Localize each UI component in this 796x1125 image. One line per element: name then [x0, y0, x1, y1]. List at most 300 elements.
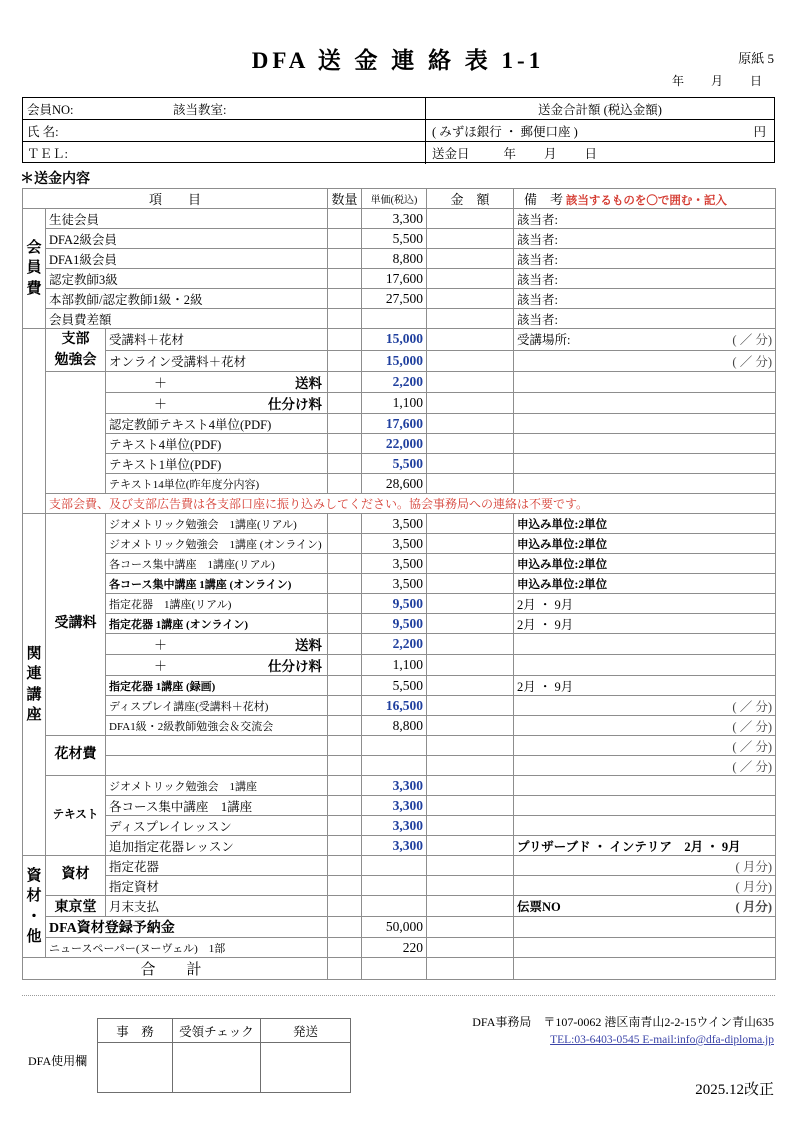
amount-cell[interactable]: [427, 289, 514, 309]
item-name: DFA1級会員: [46, 249, 328, 269]
unit-price-cell[interactable]: 3,300: [362, 796, 427, 816]
amount-cell[interactable]: [427, 350, 514, 372]
amount-cell[interactable]: [427, 554, 514, 574]
item-name-sorting: [106, 393, 328, 414]
remark-text: プリザーブド ・ インテリア 2月 ・ 9月: [517, 839, 741, 854]
table-row: [23, 896, 776, 917]
remark-cell[interactable]: [514, 309, 776, 329]
total-unit-price[interactable]: [362, 958, 427, 980]
qty-cell[interactable]: [328, 474, 362, 494]
item-name: 各コース集中講座 1講座(リアル): [106, 554, 328, 574]
item-name: ジオメトリック勉強会 1講座 (オンライン): [106, 534, 328, 554]
qty-cell[interactable]: [328, 836, 362, 856]
amount-cell[interactable]: [427, 634, 514, 655]
amount-cell[interactable]: [427, 329, 514, 351]
qty-cell[interactable]: [328, 594, 362, 614]
qty-cell[interactable]: [328, 350, 362, 372]
table-row: [23, 938, 776, 958]
dfa-use-header-row: [98, 1019, 351, 1043]
month-label: 月: [710, 74, 723, 88]
classroom-label: 該当教室:: [173, 102, 227, 117]
header-remarks-note: 該当するものを〇で囲む・記入: [563, 195, 727, 207]
table-row: [23, 736, 776, 756]
amount-cell[interactable]: [427, 269, 514, 289]
page-title: DFA 送 金 連 絡 表 1-1: [251, 48, 545, 73]
remark-slot: ( 月分): [735, 900, 772, 914]
remark-text: 該当者:: [517, 212, 558, 227]
unit-price-cell[interactable]: 3,500: [362, 514, 427, 534]
tel-cell[interactable]: [23, 142, 426, 164]
qty-cell[interactable]: [328, 393, 362, 414]
remark-text: 2月 ・ 9月: [517, 617, 574, 632]
unit-price-cell[interactable]: 8,800: [362, 716, 427, 736]
member-no-label: 会員NO:: [27, 102, 74, 117]
send-day-label: 日: [584, 147, 598, 161]
table-row: [23, 474, 776, 494]
category-materials: 資 材 ・ 他: [23, 856, 46, 958]
amount-cell[interactable]: [427, 716, 514, 736]
qty-cell[interactable]: [328, 816, 362, 836]
qty-cell[interactable]: [328, 414, 362, 434]
unit-price-cell[interactable]: [362, 876, 427, 896]
plus-sign: ＋: [154, 658, 168, 674]
subgroup-tokyodo: 東京堂: [46, 896, 106, 917]
item-name: 指定花器 1講座 (オンライン): [106, 614, 328, 634]
table-row: [23, 309, 776, 329]
amount-cell[interactable]: [427, 816, 514, 836]
qty-cell[interactable]: [328, 896, 362, 917]
amount-cell[interactable]: [427, 796, 514, 816]
paper-number: 原紙 5: [738, 51, 774, 66]
remark-text: 2月 ・ 9月: [517, 597, 574, 612]
day-label: 日: [749, 74, 762, 88]
amount-cell[interactable]: [427, 594, 514, 614]
year-label: 年: [671, 74, 684, 88]
plus-sign: ＋: [154, 375, 168, 391]
item-name: [106, 736, 328, 756]
category-related: 関 連 講 座: [23, 514, 46, 856]
unit-price-cell[interactable]: 1,100: [362, 655, 427, 676]
info-row-tel: [23, 142, 774, 164]
item-name-shipping: [106, 634, 328, 655]
unit-price-cell[interactable]: [362, 309, 427, 329]
remark-slot: ( 月分): [735, 859, 772, 874]
item-name: オンライン受講料＋花材: [106, 350, 328, 372]
item-name: ジオメトリック勉強会 1講座(リアル): [106, 514, 328, 534]
dotted-separator: [22, 995, 775, 996]
send-year-label: 年: [503, 147, 517, 161]
table-row: [23, 634, 776, 655]
remark-cell[interactable]: [514, 876, 776, 896]
item-name: 認定教師3級: [46, 269, 328, 289]
total-amount-cell: [426, 98, 774, 119]
item-name: ディスプレイレッスン: [106, 816, 328, 836]
table-row: [23, 676, 776, 696]
send-date-label: 送金日: [432, 147, 470, 161]
qty-cell[interactable]: [328, 876, 362, 896]
amount-cell[interactable]: [427, 896, 514, 917]
subgroup-material: 資材: [46, 856, 106, 896]
unit-price-cell[interactable]: 17,600: [362, 269, 427, 289]
remark-cell[interactable]: [514, 696, 776, 716]
amount-cell[interactable]: [427, 534, 514, 554]
unit-price-cell[interactable]: 3,300: [362, 209, 427, 229]
qty-cell[interactable]: [328, 614, 362, 634]
remark-cell[interactable]: [514, 655, 776, 676]
unit-price-cell[interactable]: 3,300: [362, 836, 427, 856]
unit-price-cell[interactable]: 9,500: [362, 614, 427, 634]
fee-label: 仕分け料: [268, 397, 322, 412]
remark-cell[interactable]: [514, 917, 776, 938]
header-remarks-label: 備 考: [524, 192, 564, 207]
office-address: DFA事務局 〒107-0062 港区南青山2-2-15ウイン青山635: [472, 1015, 774, 1029]
unit-price-cell[interactable]: 17,600: [362, 414, 427, 434]
remark-slot: ( ／ 分): [732, 759, 772, 774]
remark-cell[interactable]: [514, 756, 776, 776]
remark-cell[interactable]: [514, 614, 776, 634]
remark-slot: ( ／ 分): [732, 699, 772, 714]
remark-slot: ( ／ 分): [732, 739, 772, 754]
red-notice-row: [23, 494, 776, 514]
unit-price-cell[interactable]: 8,800: [362, 249, 427, 269]
table-row: [23, 414, 776, 434]
unit-price-cell[interactable]: 5,500: [362, 229, 427, 249]
item-name-sorting: [106, 655, 328, 676]
cell-shipping[interactable]: [261, 1043, 351, 1093]
qty-cell[interactable]: [328, 696, 362, 716]
fee-label: 送料: [295, 638, 322, 653]
item-name: ニュースペーパー(ヌーヴェル) 1部: [46, 938, 328, 958]
amount-cell[interactable]: [427, 229, 514, 249]
item-name: 月末支払: [106, 896, 328, 917]
remark-cell[interactable]: [514, 776, 776, 796]
header-remarks: [514, 189, 776, 209]
table-row: [23, 756, 776, 776]
table-row: [23, 393, 776, 414]
remark-cell[interactable]: [514, 938, 776, 958]
remark-slot: ( ／ 分): [732, 719, 772, 734]
unit-price-cell[interactable]: 3,300: [362, 776, 427, 796]
table-row: [23, 329, 776, 351]
section-label: ＊送金内容: [20, 172, 90, 187]
amount-cell[interactable]: [427, 856, 514, 876]
table-row: [23, 372, 776, 393]
table-row: [23, 796, 776, 816]
qty-cell[interactable]: [328, 917, 362, 938]
unit-price-cell[interactable]: 50,000: [362, 917, 427, 938]
amount-cell[interactable]: [427, 454, 514, 474]
amount-cell[interactable]: [427, 756, 514, 776]
remark-cell[interactable]: [514, 796, 776, 816]
qty-cell[interactable]: [328, 676, 362, 696]
qty-cell[interactable]: [328, 514, 362, 534]
table-row: [23, 594, 776, 614]
qty-cell[interactable]: [328, 756, 362, 776]
table-row: [23, 876, 776, 896]
qty-cell[interactable]: [328, 454, 362, 474]
remark-slot: ( 月分): [735, 879, 772, 894]
unit-price-cell[interactable]: 3,500: [362, 574, 427, 594]
table-row: [23, 816, 776, 836]
remark-cell[interactable]: [514, 289, 776, 309]
total-row: [23, 958, 776, 980]
remark-cell[interactable]: [514, 474, 776, 494]
office-contact[interactable]: TEL:03-6403-0545 E-mail:info@dfa-diploma.jp: [550, 1034, 774, 1046]
amount-cell[interactable]: [427, 655, 514, 676]
qty-cell[interactable]: [328, 289, 362, 309]
item-name: 各コース集中講座 1講座: [106, 796, 328, 816]
remark-cell[interactable]: [514, 329, 776, 351]
unit-price-cell[interactable]: 3,500: [362, 554, 427, 574]
item-name-shipping: [106, 372, 328, 393]
remark-cell[interactable]: [514, 393, 776, 414]
item-name: 会員費差額: [46, 309, 328, 329]
remark-text: 該当者:: [517, 272, 558, 287]
col-receipt-check: 受領チェック: [173, 1019, 261, 1043]
table-row: [23, 655, 776, 676]
info-row-name: [23, 120, 774, 142]
tel-label: ＴＥＬ:: [27, 147, 68, 161]
unit-price-cell[interactable]: [362, 896, 427, 917]
info-row-member: [23, 98, 774, 120]
amount-cell[interactable]: [427, 938, 514, 958]
dfa-use-body-row: [98, 1043, 351, 1093]
qty-cell[interactable]: [328, 554, 362, 574]
amount-cell[interactable]: [427, 776, 514, 796]
send-date-cell[interactable]: [426, 142, 774, 164]
unit-price-cell[interactable]: 16,500: [362, 696, 427, 716]
header-unit-price: 単価(税込): [362, 189, 427, 209]
amount-cell[interactable]: [427, 736, 514, 756]
remark-slot: ( ／ 分): [732, 333, 772, 348]
amount-cell[interactable]: [427, 474, 514, 494]
table-row: [23, 614, 776, 634]
remark-text: 該当者:: [517, 232, 558, 247]
remark-text: 伝票NO: [517, 900, 561, 914]
remark-cell[interactable]: [514, 836, 776, 856]
unit-price-cell[interactable]: 3,500: [362, 534, 427, 554]
amount-cell[interactable]: [427, 917, 514, 938]
total-amount[interactable]: [427, 958, 514, 980]
remark-cell[interactable]: [514, 209, 776, 229]
plus-sign: ＋: [154, 396, 168, 412]
item-name: 指定花器 1講座 (録画): [106, 676, 328, 696]
remark-cell[interactable]: [514, 736, 776, 756]
dfa-use-label: DFA使用欄: [28, 1054, 88, 1068]
item-name: DFA2級会員: [46, 229, 328, 249]
remark-cell[interactable]: [514, 534, 776, 554]
unit-price-cell[interactable]: 27,500: [362, 289, 427, 309]
item-name: ディスプレイ講座(受講料＋花材): [106, 696, 328, 716]
dfa-use-box: [97, 1018, 350, 1092]
remark-cell[interactable]: [514, 856, 776, 876]
remark-cell[interactable]: [514, 594, 776, 614]
remark-text: 申込み単位:2単位: [517, 518, 608, 531]
category-blank-branch: [23, 329, 46, 514]
amount-cell[interactable]: [427, 836, 514, 856]
table-row: [23, 269, 776, 289]
amount-cell[interactable]: [427, 514, 514, 534]
amount-cell[interactable]: [427, 696, 514, 716]
header-amount: 金 額: [427, 189, 514, 209]
qty-cell[interactable]: [328, 229, 362, 249]
remark-cell[interactable]: [514, 249, 776, 269]
qty-cell[interactable]: [328, 434, 362, 454]
remark-cell[interactable]: [514, 554, 776, 574]
remark-cell[interactable]: [514, 350, 776, 372]
amount-cell[interactable]: [427, 209, 514, 229]
qty-cell[interactable]: [328, 574, 362, 594]
remark-cell[interactable]: [514, 816, 776, 836]
remark-cell[interactable]: [514, 372, 776, 393]
table-row: [23, 454, 776, 474]
table-row: [23, 574, 776, 594]
item-name: 生徒会員: [46, 209, 328, 229]
remark-cell[interactable]: [514, 269, 776, 289]
unit-price-cell[interactable]: [362, 856, 427, 876]
subgroup-tuition: 受講料: [46, 514, 106, 736]
qty-cell[interactable]: [328, 249, 362, 269]
item-name: DFA資材登録予納金: [46, 917, 328, 938]
unit-price-cell[interactable]: 3,300: [362, 816, 427, 836]
table-row: [23, 350, 776, 372]
red-notice: 支部会費、及び支部広告費は各支部口座に振り込みしてください。協会事務局への連絡は不要です。: [46, 494, 776, 514]
unit-price-cell[interactable]: 2,200: [362, 372, 427, 393]
item-name: テキスト1単位(PDF): [106, 454, 328, 474]
unit-price-cell[interactable]: 9,500: [362, 594, 427, 614]
amount-cell[interactable]: [427, 676, 514, 696]
remark-cell[interactable]: [514, 229, 776, 249]
amount-cell[interactable]: [427, 614, 514, 634]
date-blank-line: [660, 72, 774, 89]
amount-cell[interactable]: [427, 414, 514, 434]
qty-cell[interactable]: [328, 634, 362, 655]
unit-price-cell[interactable]: 220: [362, 938, 427, 958]
remark-cell[interactable]: [514, 434, 776, 454]
qty-cell[interactable]: [328, 716, 362, 736]
unit-price-cell[interactable]: 22,000: [362, 434, 427, 454]
remark-slot: ( ／ 分): [732, 354, 772, 369]
remark-cell[interactable]: [514, 676, 776, 696]
qty-cell[interactable]: [328, 534, 362, 554]
table-row: [23, 514, 776, 534]
unit-price-cell[interactable]: 5,500: [362, 676, 427, 696]
header-item: 項 目: [23, 189, 328, 209]
remark-cell[interactable]: [514, 716, 776, 736]
remark-text: 受講場所:: [517, 333, 571, 348]
item-name: 認定教師テキスト4単位(PDF): [106, 414, 328, 434]
amount-cell[interactable]: [427, 574, 514, 594]
unit-price-cell[interactable]: 5,500: [362, 454, 427, 474]
amount-cell[interactable]: [427, 876, 514, 896]
remark-cell[interactable]: [514, 574, 776, 594]
remark-cell[interactable]: [514, 414, 776, 434]
qty-cell[interactable]: [328, 309, 362, 329]
table-row: [23, 696, 776, 716]
item-name: ジオメトリック勉強会 1講座: [106, 776, 328, 796]
item-name: テキスト14単位(昨年度分内容): [106, 474, 328, 494]
qty-cell[interactable]: [328, 269, 362, 289]
amount-cell[interactable]: [427, 393, 514, 414]
bank-cell[interactable]: [426, 120, 774, 141]
remark-cell[interactable]: [514, 454, 776, 474]
table-header-row: [23, 189, 776, 209]
subgroup-branch-pad: [46, 372, 106, 494]
qty-cell[interactable]: [328, 209, 362, 229]
item-name: 受講料＋花材: [106, 329, 328, 351]
item-name: 指定資材: [106, 876, 328, 896]
subgroup-text: テキスト: [46, 776, 106, 856]
remark-text: 該当者:: [517, 252, 558, 267]
dfa-use-table: [97, 1018, 351, 1093]
qty-cell[interactable]: [328, 938, 362, 958]
qty-cell[interactable]: [328, 329, 362, 351]
table-row: [23, 534, 776, 554]
unit-price-cell[interactable]: [362, 756, 427, 776]
subgroup-flower-fee: 花材費: [46, 736, 106, 776]
remark-cell[interactable]: [514, 634, 776, 655]
remark-text: 申込み単位:2単位: [517, 578, 608, 591]
table-row: [23, 716, 776, 736]
total-qty[interactable]: [328, 958, 362, 980]
qty-cell[interactable]: [328, 655, 362, 676]
header-qty: 数量: [328, 189, 362, 209]
send-month-label: 月: [544, 147, 557, 161]
table-row: [23, 917, 776, 938]
qty-cell[interactable]: [328, 856, 362, 876]
item-name: 追加指定花器レッスン: [106, 836, 328, 856]
unit-price-cell[interactable]: 28,600: [362, 474, 427, 494]
revision-date: 2025.12改正: [695, 1082, 774, 1098]
cell-jimu[interactable]: [98, 1043, 173, 1093]
amount-cell[interactable]: [427, 434, 514, 454]
amount-cell[interactable]: [427, 309, 514, 329]
total-remark[interactable]: [514, 958, 776, 980]
unit-price-cell[interactable]: 15,000: [362, 350, 427, 372]
item-name: 本部教師/認定教師1級・2級: [46, 289, 328, 309]
unit-price-cell[interactable]: 1,100: [362, 393, 427, 414]
remittance-table: [22, 188, 776, 980]
item-name: DFA1級・2級教師勉強会＆交流会: [106, 716, 328, 736]
qty-cell[interactable]: [328, 776, 362, 796]
qty-cell[interactable]: [328, 736, 362, 756]
remark-cell[interactable]: [514, 514, 776, 534]
unit-price-cell[interactable]: 2,200: [362, 634, 427, 655]
qty-cell[interactable]: [328, 372, 362, 393]
name-cell[interactable]: [23, 120, 426, 141]
table-row: [23, 776, 776, 796]
bank-label: ( みずほ銀行 ・ 郵便口座 ): [432, 124, 578, 139]
item-name: [106, 756, 328, 776]
cell-receipt-check[interactable]: [173, 1043, 261, 1093]
table-row: [23, 229, 776, 249]
amount-cell[interactable]: [427, 372, 514, 393]
remark-text: 該当者:: [517, 312, 558, 327]
remark-text: 申込み単位:2単位: [517, 538, 608, 551]
item-name: 各コース集中講座 1講座 (オンライン): [106, 574, 328, 594]
yen-label: 円: [753, 124, 766, 139]
qty-cell[interactable]: [328, 796, 362, 816]
item-name: 指定花器 1講座(リアル): [106, 594, 328, 614]
subgroup-branch-study: 支部 勉強会: [46, 329, 106, 372]
unit-price-cell[interactable]: 15,000: [362, 329, 427, 351]
remark-cell[interactable]: [514, 896, 776, 917]
item-name: 指定花器: [106, 856, 328, 876]
member-no-cell[interactable]: [23, 98, 426, 119]
unit-price-cell[interactable]: [362, 736, 427, 756]
member-info-box: [22, 97, 775, 163]
amount-cell[interactable]: [427, 249, 514, 269]
